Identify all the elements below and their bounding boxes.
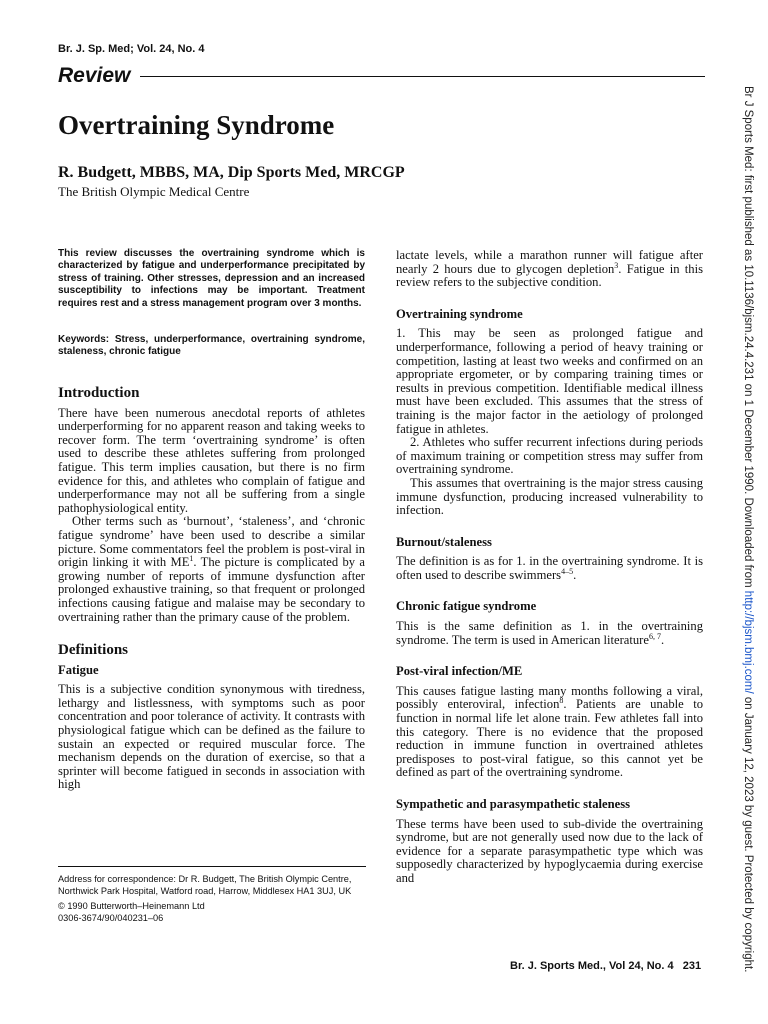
section-label: Review — [58, 64, 131, 87]
ots-paragraph-3: This assumes that overtraining is the major stress causing immune dysfunction, producing increased vulnerability to infection. — [396, 475, 703, 518]
download-watermark: Br J Sports Med: first published as 10.1136/bjsm.24.4.231 on 1 December 1990. Downloaded from http://bjsm.bmj.com/ on January 12, 2023 by guest. Protected by copyright. — [742, 86, 754, 973]
continued-paragraph: lactate levels, while a marathon runner will fatigue after nearly 2 hours due to glycogen depletion$^3$. Fatigue in this review refers to the subjective condition. — [396, 248, 703, 290]
reference-marker: 1 — [189, 553, 194, 563]
issn-code: 0306-3674/90/040231–06 — [58, 912, 164, 923]
reference-marker: 3 — [614, 260, 619, 270]
left-column — [58, 387, 365, 792]
burnout-heading: Burnout/staleness — [396, 534, 492, 549]
chronic-fatigue-paragraph: This is the same definition as 1. in the overtraining syndrome. The term is used in American literature$^{6, 7}$. — [396, 619, 703, 647]
definitions-heading: Definitions — [58, 642, 129, 659]
abstract: This review discusses the overtraining syndrome which is characterized by fatigue and underperformance precipitated by stress of training. Other stresses, depression and an increased susceptibility to infections may be important. Treatment requires rest and a stress management program over 3 months. — [58, 248, 365, 309]
article-title: Overtraining Syndrome — [58, 110, 335, 140]
author-line: R. Budgett, MBBS, MA, Dip Sports Med, MRCGP — [58, 164, 405, 181]
post-viral-paragraph: This causes fatigue lasting many months following a viral, possibly enteroviral, infection$^8$. Patients are unable to function in normal life let alone train. Few athletes fall into this category. There is no evidence that the proposed reduction in immune function in overtrained athletes predisposes to post-viral fatigue, so this cannot yet be defined as part of the overtraining syndrome. — [396, 683, 703, 780]
right-column — [396, 249, 703, 886]
chronic-fatigue-heading: Chronic fatigue syndrome — [396, 599, 537, 614]
keywords: Keywords: Stress, underperformance, overtraining syndrome, staleness, chronic fatigue — [58, 334, 365, 358]
affiliation: The British Olympic Medical Centre — [58, 184, 250, 199]
header-rule — [140, 76, 705, 77]
intro-paragraph-1: There have been numerous anecdotal reports of athletes underperforming for no apparent reason and taking weeks to recover form. The term ‘overtraining syndrome’ is often used to describe these athletes suffering from prolonged fatigue. This term implies causation, but there is no firm evidence for this, and athletes who complain of fatigue and underperformance may not all be suffering from a single pathophysiological entity. — [58, 405, 365, 515]
ots-paragraph-2: 2. Athletes who suffer recurrent infections during periods of maximum training or competition stress may suffer from overtraining syndrome. — [396, 435, 703, 477]
correspondence-footnote — [58, 874, 368, 924]
overtraining-syndrome-heading: Overtraining syndrome — [396, 306, 523, 321]
copyright-line: © 1990 Butterworth–Heinemann Ltd — [58, 901, 205, 912]
reference-marker: 6, 7 — [648, 631, 661, 641]
burnout-paragraph: The definition is as for 1. in the overtraining syndrome. It is often used to describe swimmers$^{4-5}$. — [396, 554, 703, 582]
post-viral-heading: Post-viral infection/ME — [396, 664, 523, 679]
journal-link[interactable]: http://bjsm.bmj.com/ — [742, 590, 754, 694]
fatigue-heading: Fatigue — [58, 662, 99, 677]
intro-paragraph-2: Other terms such as ‘burnout’, ‘staleness’, and ‘chronic fatigue syndrome’ have been used to describe a similar picture. Some commentators feel the problem is post-viral in origin linking it with $ME^1$. The picture is complicated by a growing number of reports of immune dysfunction after prolonged exhaustive training, so that frequent or prolonged infections causing fatigue and malaise may be secondary to overtraining rather than the primary cause of the problem. — [58, 514, 365, 624]
journal-citation: Br. J. Sp. Med; Vol. 24, No. 4 — [58, 43, 205, 55]
reference-marker: 4–5 — [561, 566, 574, 576]
page-footer: Br. J. Sports Med., Vol 24, No. 4 231 — [510, 960, 702, 972]
ots-paragraph-1: 1. This may be seen as prolonged fatigue and underperformance, following a period of heavy training or competition, lasting at least two weeks and confirmed on an appropriate ergometer, or by comparing training times or results in previous competition. Identifiable medical illness must have been excluded. This assumes that the stress of training is the major factor in the aetiology of prolonged fatigue in athletes. — [396, 326, 703, 436]
footnote-rule — [58, 866, 366, 867]
fatigue-paragraph: This is a subjective condition synonymous with tiredness, lethargy and listlessness, with symptoms such as poor concentration and poor tolerance of activity. It contrasts with physiological fatigue which can be defined as the failure to sustain an expected or required muscular force. The mechanism depends on the duration of exercise, so that a sprinter will become fatigued in seconds in association with high — [58, 682, 365, 792]
sympathetic-paragraph: These terms have been used to sub-divide the overtraining syndrome, but are not generally used now due to the lack of evidence for a separate parasympathetic type which was supposedly characterized by hypoglycaemia during exercise and — [396, 816, 703, 885]
reference-marker: 8 — [559, 696, 564, 706]
sympathetic-heading: Sympathetic and parasympathetic staleness — [396, 797, 631, 811]
introduction-heading: Introduction — [58, 385, 140, 401]
correspondence-address: Address for correspondence: Dr R. Budgett, The British Olympic Centre, Northwick Park Hospital, Watford road, Harrow, Middlesex HA1 3UJ, UK — [58, 874, 352, 896]
